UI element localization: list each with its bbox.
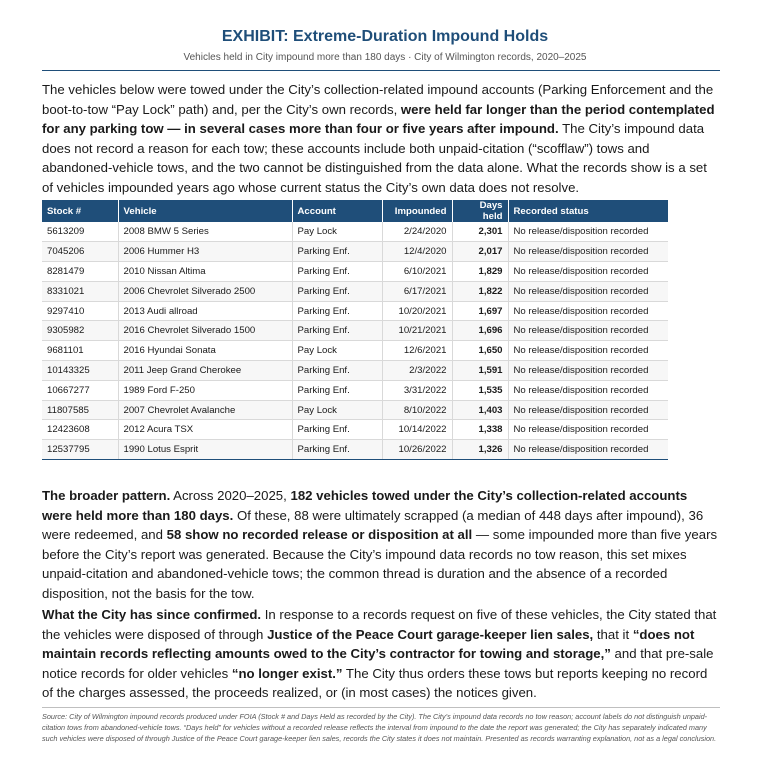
cell-vehicle: 1990 Lotus Esprit <box>118 440 292 460</box>
pattern-text-1: Across 2020–2025, <box>170 488 291 503</box>
pattern-emphasis-2: 58 show no recorded release or disposition at all <box>166 527 473 543</box>
table-row <box>42 380 668 400</box>
intro-emphasis: were held far longer than the period contemplated for any parking tow — in several cases more than four or five years after impound. <box>42 101 715 137</box>
table-header-row <box>42 200 668 222</box>
cell-stock-number: 7045206 <box>42 242 118 262</box>
confirmed-text-2: that it <box>593 626 633 642</box>
cell-stock-number: 9297410 <box>42 301 118 321</box>
cell-days-held: 1,403 <box>452 400 508 420</box>
cell-vehicle: 2016 Hyundai Sonata <box>118 341 292 361</box>
table-row <box>42 281 668 301</box>
cell-days-held: 1,697 <box>452 301 508 321</box>
cell-vehicle: 2012 Acura TSX <box>118 420 292 440</box>
column-header-days-held: Days held <box>452 200 508 222</box>
cell-impounded-date: 8/10/2022 <box>382 400 452 420</box>
cell-impounded-date: 3/31/2022 <box>382 380 452 400</box>
cell-impounded-date: 6/10/2021 <box>382 262 452 282</box>
cell-stock-number: 12423608 <box>42 420 118 440</box>
cell-stock-number: 9681101 <box>42 341 118 361</box>
cell-impounded-date: 10/21/2021 <box>382 321 452 341</box>
table-row <box>42 301 668 321</box>
cell-days-held: 1,696 <box>452 321 508 341</box>
cell-vehicle: 2016 Chevrolet Silverado 1500 <box>118 321 292 341</box>
cell-recorded-status: No release/disposition recorded <box>508 281 668 301</box>
cell-recorded-status: No release/disposition recorded <box>508 341 668 361</box>
cell-stock-number: 8281479 <box>42 262 118 282</box>
table-row <box>42 341 668 361</box>
broader-pattern-heading: The broader pattern. <box>42 488 171 503</box>
cell-recorded-status: No release/disposition recorded <box>508 400 668 420</box>
cell-days-held: 2,301 <box>452 222 508 242</box>
cell-stock-number: 10667277 <box>42 380 118 400</box>
column-header-vehicle: Vehicle <box>118 200 292 222</box>
cell-stock-number: 12537795 <box>42 440 118 460</box>
cell-vehicle: 2006 Chevrolet Silverado 2500 <box>118 281 292 301</box>
pattern-text-2: Of these, 88 were ultimately scrapped (a median of 448 days after impound), 36 were redeemed, and <box>42 507 704 543</box>
impound-holds-table <box>42 200 668 460</box>
cell-vehicle: 2007 Chevrolet Avalanche <box>118 400 292 420</box>
cell-account: Parking Enf. <box>292 301 382 321</box>
confirmed-emphasis-1: Justice of the Peace Court garage-keeper lien sales, <box>267 626 594 642</box>
cell-stock-number: 8331021 <box>42 281 118 301</box>
cell-account: Parking Enf. <box>292 321 382 341</box>
cell-stock-number: 9305982 <box>42 321 118 341</box>
table-row <box>42 222 668 242</box>
cell-vehicle: 2006 Hummer H3 <box>118 242 292 262</box>
cell-days-held: 2,017 <box>452 242 508 262</box>
column-header-status: Recorded status <box>508 200 668 222</box>
confirmed-text-1: In response to a records request on five of these vehicles, the City stated that the vehicles were disposed of through <box>42 607 717 642</box>
confirmed-text-4: The City thus orders these tows but reports keeping no record of the charges assessed, the proceeds realized, or (in most cases) the notices given. <box>42 665 708 701</box>
confirmed-text-3: and that pre-sale notice records for older vehicles <box>42 646 714 681</box>
cell-stock-number: 5613209 <box>42 222 118 242</box>
intro-text-2: The City’s impound data does not record a reason for each tow; these accounts include both unpaid-citation (“scofflaw”) tows and abandoned-vehicle tows, and the two cannot be distinguished from the data alone. What the records show is a set of vehicles impounded years ago whose current status the City’s own data does not resolve. <box>42 121 707 195</box>
cell-recorded-status: No release/disposition recorded <box>508 222 668 242</box>
column-header-impounded: Impounded <box>382 200 452 222</box>
cell-recorded-status: No release/disposition recorded <box>508 420 668 440</box>
table-body <box>42 222 668 460</box>
cell-days-held: 1,591 <box>452 361 508 381</box>
column-header-account: Account <box>292 200 382 222</box>
cell-vehicle: 1989 Ford F-250 <box>118 380 292 400</box>
broader-pattern-paragraph <box>42 486 720 604</box>
cell-account: Parking Enf. <box>292 262 382 282</box>
cell-account: Parking Enf. <box>292 361 382 381</box>
cell-days-held: 1,338 <box>452 420 508 440</box>
pattern-emphasis-1: 182 vehicles towed under the City’s collection-related accounts were held more than 180 days. <box>42 488 688 523</box>
city-confirmed-paragraph <box>42 605 720 703</box>
city-confirmed-heading: What the City has since confirmed. <box>42 607 262 622</box>
cell-impounded-date: 6/17/2021 <box>382 281 452 301</box>
table-row <box>42 400 668 420</box>
cell-days-held: 1,535 <box>452 380 508 400</box>
cell-account: Parking Enf. <box>292 242 382 262</box>
cell-impounded-date: 10/14/2022 <box>382 420 452 440</box>
header-divider <box>42 70 720 71</box>
cell-vehicle: 2008 BMW 5 Series <box>118 222 292 242</box>
footnote-divider <box>42 707 720 708</box>
cell-account: Pay Lock <box>292 341 382 361</box>
confirmed-emphasis-3: “no longer exist.” <box>231 665 343 681</box>
cell-days-held: 1,829 <box>452 262 508 282</box>
cell-account: Pay Lock <box>292 400 382 420</box>
table-row <box>42 321 668 341</box>
table-row <box>42 262 668 282</box>
pattern-text-3: — some impounded more than five years before the City’s report was generated. Because the City’s impound data records no tow reason, this set mixes unpaid-citation and abandoned-vehicle tows; the common thread is duration and the absence of a recorded disposition, not the basis for the tow. <box>42 527 718 601</box>
cell-impounded-date: 10/26/2022 <box>382 440 452 460</box>
table-row <box>42 440 668 460</box>
cell-account: Parking Enf. <box>292 281 382 301</box>
cell-account: Parking Enf. <box>292 380 382 400</box>
column-header-stock: Stock # <box>42 200 118 222</box>
cell-recorded-status: No release/disposition recorded <box>508 242 668 262</box>
intro-paragraph <box>42 80 720 198</box>
cell-recorded-status: No release/disposition recorded <box>508 440 668 460</box>
cell-impounded-date: 10/20/2021 <box>382 301 452 321</box>
cell-stock-number: 11807585 <box>42 400 118 420</box>
confirmed-emphasis-2: “does not maintain records reflecting amounts owed to the City’s contractor for towing and storage,” <box>42 626 695 662</box>
cell-vehicle: 2013 Audi allroad <box>118 301 292 321</box>
cell-days-held: 1,822 <box>452 281 508 301</box>
cell-days-held: 1,326 <box>452 440 508 460</box>
cell-impounded-date: 2/24/2020 <box>382 222 452 242</box>
cell-recorded-status: No release/disposition recorded <box>508 262 668 282</box>
cell-account: Parking Enf. <box>292 420 382 440</box>
cell-vehicle: 2011 Jeep Grand Cherokee <box>118 361 292 381</box>
source-footnote: Source: City of Wilmington impound records produced under FOIA (Stock # and Days Held as recorded by the City). The City’s impound data records no tow reason; account labels do not distinguish unpaid-citation tows from abandoned-vehicle tows. “Days held” for vehicles without a recorded release reflects the interval from impound to the date the report was generated; the City has separately indicated many such vehicles were disposed of through Justice of the Peace Court garage-keeper lien sales, records the City states it does not maintain. Presented as records warranting explanation, not as a legal conclusion. <box>42 712 717 743</box>
cell-recorded-status: No release/disposition recorded <box>508 380 668 400</box>
table-row <box>42 420 668 440</box>
cell-recorded-status: No release/disposition recorded <box>508 301 668 321</box>
cell-recorded-status: No release/disposition recorded <box>508 321 668 341</box>
page-title: EXHIBIT: Extreme-Duration Impound Holds <box>221 28 549 45</box>
cell-vehicle: 2010 Nissan Altima <box>118 262 292 282</box>
cell-impounded-date: 2/3/2022 <box>382 361 452 381</box>
cell-account: Parking Enf. <box>292 440 382 460</box>
cell-days-held: 1,650 <box>452 341 508 361</box>
table-row <box>42 361 668 381</box>
cell-impounded-date: 12/4/2020 <box>382 242 452 262</box>
page-subtitle: Vehicles held in City impound more than 180 days · City of Wilmington records, 2020–2025 <box>183 52 587 63</box>
cell-stock-number: 10143325 <box>42 361 118 381</box>
intro-text-1: The vehicles below were towed under the City’s collection-related impound accounts (Parking Enforcement and the boot-to-tow “Pay Lock” path) and, per the City’s own records, <box>42 82 714 117</box>
cell-impounded-date: 12/6/2021 <box>382 341 452 361</box>
table-row <box>42 242 668 262</box>
cell-account: Pay Lock <box>292 222 382 242</box>
cell-recorded-status: No release/disposition recorded <box>508 361 668 381</box>
